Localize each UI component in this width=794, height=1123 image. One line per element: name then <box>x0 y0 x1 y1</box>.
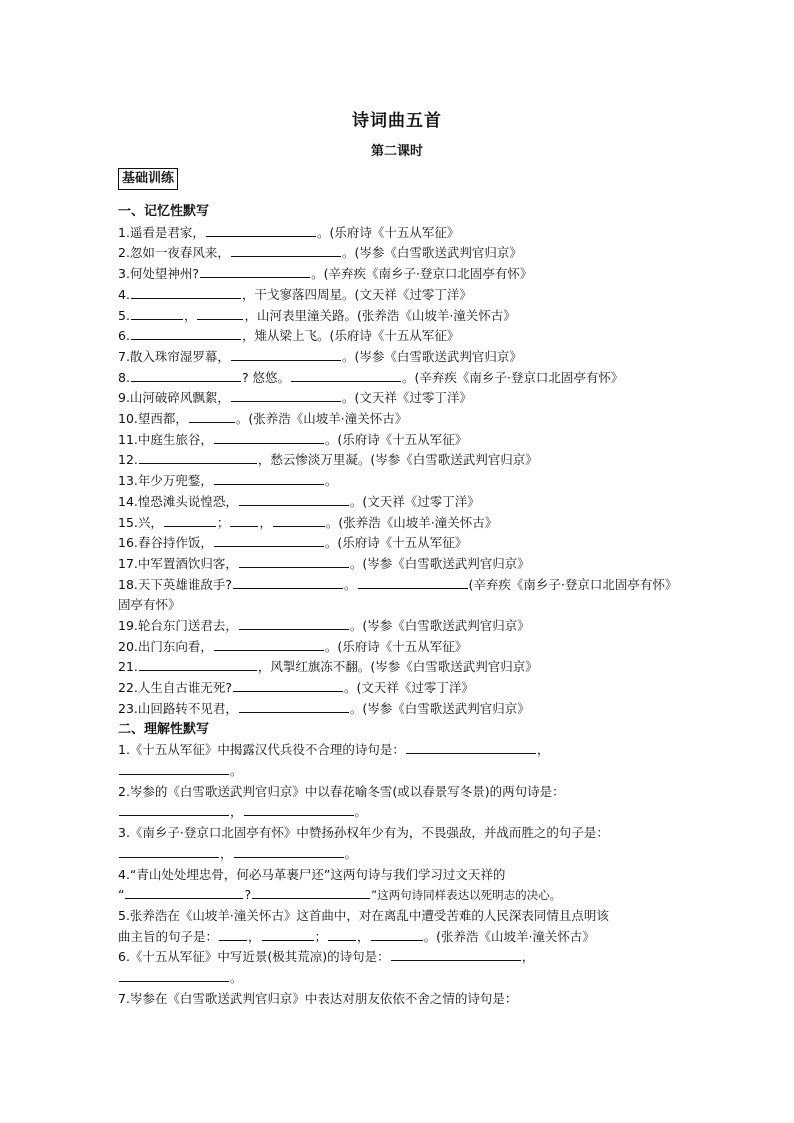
understanding-question-2-cont: ， 。 <box>118 802 678 823</box>
answer-blank[interactable] <box>119 803 229 816</box>
answer-blank[interactable] <box>139 451 257 464</box>
section-heading: 一、记忆性默写 <box>118 204 210 219</box>
answer-blank[interactable] <box>239 617 349 630</box>
answer-blank[interactable] <box>189 410 235 423</box>
answer-blank[interactable] <box>391 948 521 961</box>
answer-blank[interactable] <box>291 369 401 382</box>
answer-blank[interactable] <box>231 389 341 402</box>
answer-blank[interactable] <box>262 928 314 941</box>
question-22: 22.人生自古谁无死? 。(文天祥《过零丁洋》 <box>118 680 474 696</box>
understanding-question-2: 2.岑参的《白雪歌送武判官归京》中以春花喻冬雪(或以春景写冬景)的两句诗是： <box>118 783 565 799</box>
question-10: 10.望西都， 。(张养浩《山坡羊·潼关怀古》 <box>118 411 408 427</box>
question-3: 3.何处望神州? 。(辛弃疾《南乡子·登京口北固亭有怀》 <box>118 266 533 282</box>
answer-blank[interactable] <box>119 845 219 858</box>
understanding-question-6: 6.《十五从军征》中写近景(极其荒凉)的诗句是： ， <box>118 949 535 965</box>
question-20: 20.出门东向看， 。(乐府诗《十五从军征》 <box>118 638 468 654</box>
answer-blank[interactable] <box>197 307 243 320</box>
question-5: 5. ， ，山河表里潼关路。(张养浩《山坡羊·潼关怀古》 <box>118 307 516 323</box>
answer-blank[interactable] <box>273 514 325 527</box>
answer-blank[interactable] <box>328 928 356 941</box>
question-14: 14.惶恐滩头说惶恐， 。(文天祥《过零丁洋》 <box>118 493 480 509</box>
section-tag: 基础训练 <box>118 168 178 190</box>
answer-blank[interactable] <box>252 886 370 899</box>
answer-blank[interactable] <box>233 576 343 589</box>
answer-blank[interactable] <box>358 576 468 589</box>
question-1: 1.遥看是君家， 。(乐府诗《十五从军征》 <box>118 224 460 240</box>
answer-blank[interactable] <box>231 244 341 257</box>
exercise-content <box>118 202 678 1009</box>
question-8: 8. ? 悠悠。 。(辛弃疾《南乡子·登京口北固亭有怀》 <box>118 369 624 385</box>
question-18: 18.天下英雄谁敌手? 。 (辛弃疾《南乡子·登京口北固亭有怀》 <box>118 576 678 592</box>
answer-blank[interactable] <box>164 514 216 527</box>
question-7: 7.散入珠帘湿罗幕， 。(岑参《白雪歌送武判官归京》 <box>118 348 522 364</box>
answer-blank[interactable] <box>131 327 241 340</box>
answer-blank[interactable] <box>131 286 241 299</box>
question-4: 4. ，干戈寥落四周星。(文天祥《过零丁洋》 <box>118 286 472 302</box>
question-15: 15.兴， ； ， 。(张养浩《山坡羊·潼关怀古》 <box>118 514 498 530</box>
answer-blank[interactable] <box>119 762 229 775</box>
answer-blank[interactable] <box>231 348 341 361</box>
answer-blank[interactable] <box>233 679 343 692</box>
answer-blank[interactable] <box>406 741 536 754</box>
understanding-question-3-cont: ， 。 <box>118 844 678 865</box>
question-11: 11.中庭生旅谷， 。(乐府诗《十五从军征》 <box>118 431 468 447</box>
question-13: 13.年少万兜鍪， 。 <box>118 473 338 489</box>
question-17: 17.中军置酒饮归客， 。(岑参《白雪歌送武判官归京》 <box>118 555 530 571</box>
answer-blank[interactable] <box>239 700 349 713</box>
answer-blank[interactable] <box>234 845 344 858</box>
answer-blank[interactable] <box>214 472 324 485</box>
question-18-wrap: 固亭有怀》 <box>118 597 181 613</box>
page-subtitle: 第二课时 <box>370 144 423 159</box>
understanding-question-7: 7.岑参在《白雪歌送武判官归京》中表达对朋友依依不舍之情的诗句是： <box>118 990 518 1006</box>
answer-blank[interactable] <box>230 514 258 527</box>
question-21: 21. ，风掣红旗冻不翻。(岑参《白雪歌送武判官归京》 <box>118 659 538 675</box>
question-2: 2.忽如一夜春风来， 。(岑参《白雪歌送武判官归京》 <box>118 245 522 261</box>
answer-blank[interactable] <box>219 928 247 941</box>
answer-blank[interactable] <box>131 369 241 382</box>
answer-blank[interactable] <box>239 493 349 506</box>
answer-blank[interactable] <box>206 224 316 237</box>
question-6: 6. ，雉从梁上飞。(乐府诗《十五从军征》 <box>118 328 460 344</box>
answer-blank[interactable] <box>239 555 349 568</box>
question-23: 23.山回路转不见君， 。(岑参《白雪歌送武判官归京》 <box>118 700 530 716</box>
question-12: 12. ，愁云惨淡万里凝。(岑参《白雪歌送武判官归京》 <box>118 452 538 468</box>
answer-blank[interactable] <box>139 658 257 671</box>
answer-blank[interactable] <box>125 886 243 899</box>
answer-blank[interactable] <box>371 928 423 941</box>
question-19: 19.轮台东门送君去， 。(岑参《白雪歌送武判官归京》 <box>118 618 530 634</box>
understanding-question-1-cont: 。 <box>118 761 678 782</box>
question-16: 16.舂谷持作饭， 。(乐府诗《十五从军征》 <box>118 535 468 551</box>
understanding-question-4: 4.“青山处处埋忠骨，何必马革裹尸还”这两句诗与我们学习过文天祥的 <box>118 866 506 882</box>
answer-blank[interactable] <box>200 265 310 278</box>
answer-blank[interactable] <box>131 307 183 320</box>
understanding-question-5: 5.张养浩在《山坡羊·潼关怀古》这首曲中，对在离乱中遭受苦难的人民深表同情且点明该 <box>118 907 609 923</box>
understanding-question-4-cont: “ ? ”这两句诗同样表达以死明志的决心。 <box>118 887 562 903</box>
answer-blank[interactable] <box>214 534 324 547</box>
understanding-question-5-cont: 曲主旨的句子是： ， ； ， 。(张养浩《山坡羊·潼关怀古》 <box>118 928 595 944</box>
question-9: 9.山河破碎风飘絮， 。(文天祥《过零丁洋》 <box>118 390 472 406</box>
answer-blank[interactable] <box>214 431 324 444</box>
answer-blank[interactable] <box>119 969 229 982</box>
answer-blank[interactable] <box>244 803 354 816</box>
understanding-question-1: 1.《十五从军征》中揭露汉代兵役不合理的诗句是： ， <box>118 742 550 758</box>
section-heading: 二、理解性默写 <box>118 721 210 737</box>
answer-blank[interactable] <box>214 638 324 651</box>
understanding-question-3: 3.《南乡子·登京口北固亭有怀》中赞扬孙权年少有为，不畏强敌，并战而胜之的句子是： <box>118 825 609 841</box>
understanding-question-6-cont: 。 <box>118 968 678 989</box>
page-title: 诗词曲五首 <box>352 111 442 131</box>
